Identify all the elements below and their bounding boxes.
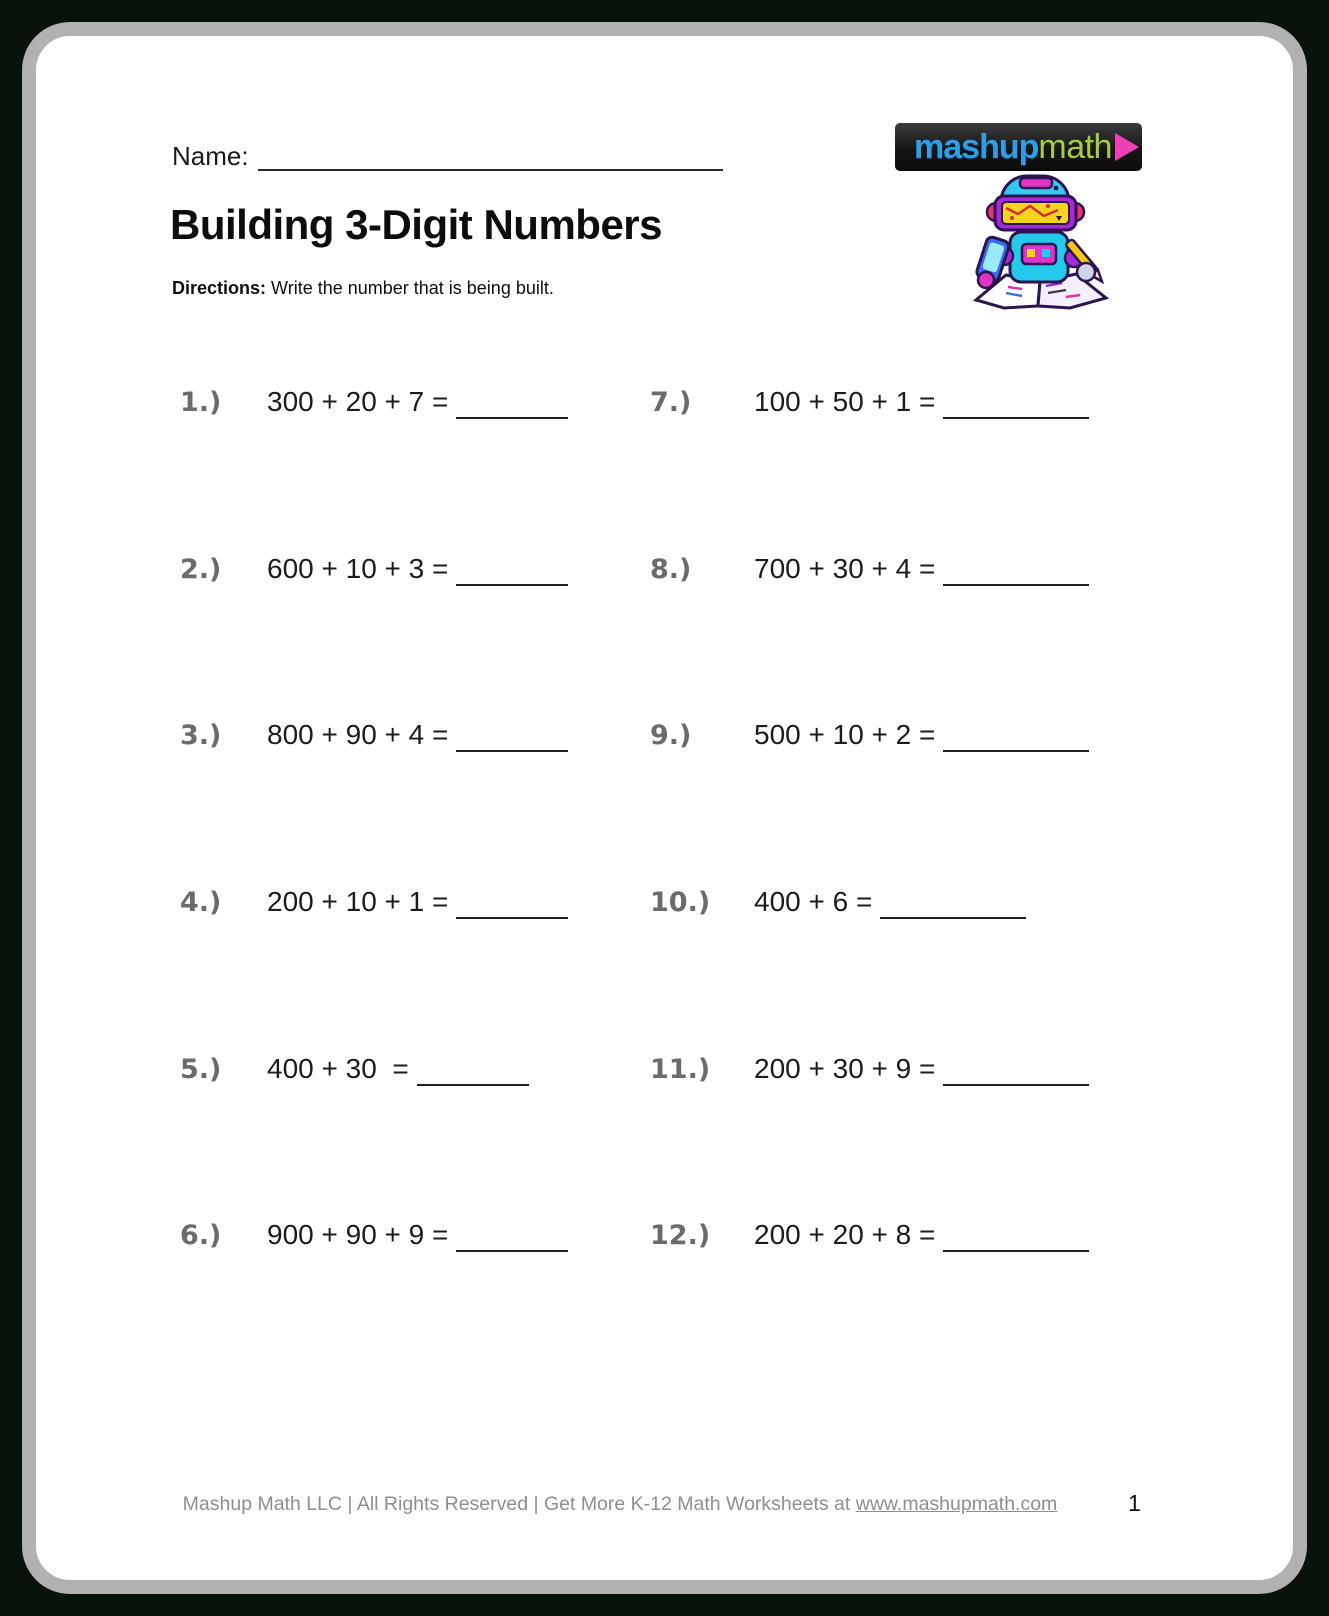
problem-expression: 700 + 30 + 4 =	[754, 553, 936, 584]
answer-blank	[943, 1084, 1089, 1086]
problem-expression: 200 + 20 + 8 =	[754, 1219, 936, 1250]
answer-blank	[943, 417, 1089, 419]
problem-expression: 100 + 50 + 1 =	[754, 386, 936, 417]
answer-blank	[456, 750, 568, 752]
problem-number: 7.)	[650, 387, 692, 418]
problem-5	[180, 1053, 529, 1095]
problem-expression: 200 + 30 + 9 =	[754, 1053, 936, 1084]
mashupmath-logo	[895, 123, 1142, 171]
answer-blank	[943, 750, 1089, 752]
problem-number: 9.)	[650, 720, 692, 751]
page-number: 1	[1128, 1490, 1141, 1516]
answer-blank	[943, 1250, 1089, 1252]
problem-7	[650, 386, 1089, 428]
problem-number: 3.)	[180, 720, 222, 751]
answer-blank	[943, 584, 1089, 586]
logo-text-math: math	[1038, 127, 1112, 166]
answer-blank	[456, 417, 568, 419]
problem-number: 2.)	[180, 554, 222, 585]
problem-expression: 300 + 20 + 7 =	[267, 386, 449, 417]
problem-4	[180, 886, 568, 928]
answer-blank	[456, 917, 568, 919]
problem-number: 8.)	[650, 554, 692, 585]
directions-text: Write the number that is being built.	[266, 278, 554, 298]
problem-number: 10.)	[650, 887, 711, 918]
problem-1	[180, 386, 568, 428]
name-blank-line	[258, 169, 723, 171]
problem-expression: 900 + 90 + 9 =	[267, 1219, 449, 1250]
page-title: Building 3-Digit Numbers	[170, 201, 662, 248]
problem-number: 4.)	[180, 887, 222, 918]
problem-number: 5.)	[180, 1054, 222, 1085]
problem-6	[180, 1219, 568, 1261]
problem-expression: 200 + 10 + 1 =	[267, 886, 449, 917]
footer-text: Mashup Math LLC | All Rights Reserved | Get More K-12 Math Worksheets at	[182, 1493, 856, 1515]
logo-text-mashup: mashup	[914, 127, 1039, 166]
problem-9	[650, 719, 1089, 761]
problem-number: 1.)	[180, 387, 222, 418]
problem-8	[650, 553, 1089, 595]
problem-expression: 400 + 30 =	[267, 1053, 409, 1084]
answer-blank	[880, 917, 1026, 919]
problem-number: 6.)	[180, 1220, 222, 1251]
problem-number: 12.)	[650, 1220, 711, 1251]
problem-12	[650, 1219, 1089, 1261]
play-icon	[1115, 133, 1139, 161]
footer-copyright	[170, 1493, 1070, 1516]
problem-11	[650, 1053, 1089, 1095]
problem-expression: 800 + 90 + 4 =	[267, 719, 449, 750]
directions	[172, 278, 554, 299]
name-label: Name:	[172, 141, 249, 171]
problem-expression: 400 + 6 =	[754, 886, 873, 917]
answer-blank	[456, 1250, 568, 1252]
problem-expression: 600 + 10 + 3 =	[267, 553, 449, 584]
problem-2	[180, 553, 568, 595]
problem-number: 11.)	[650, 1054, 711, 1085]
problem-3	[180, 719, 568, 761]
problem-10	[650, 886, 1026, 928]
mashupmath-link[interactable]: www.mashupmath.com	[855, 1493, 1058, 1515]
mascot-robot-image	[948, 172, 1130, 314]
problem-expression: 500 + 10 + 2 =	[754, 719, 936, 750]
answer-blank	[417, 1084, 529, 1086]
answer-blank	[456, 584, 568, 586]
directions-label: Directions:	[172, 278, 267, 298]
